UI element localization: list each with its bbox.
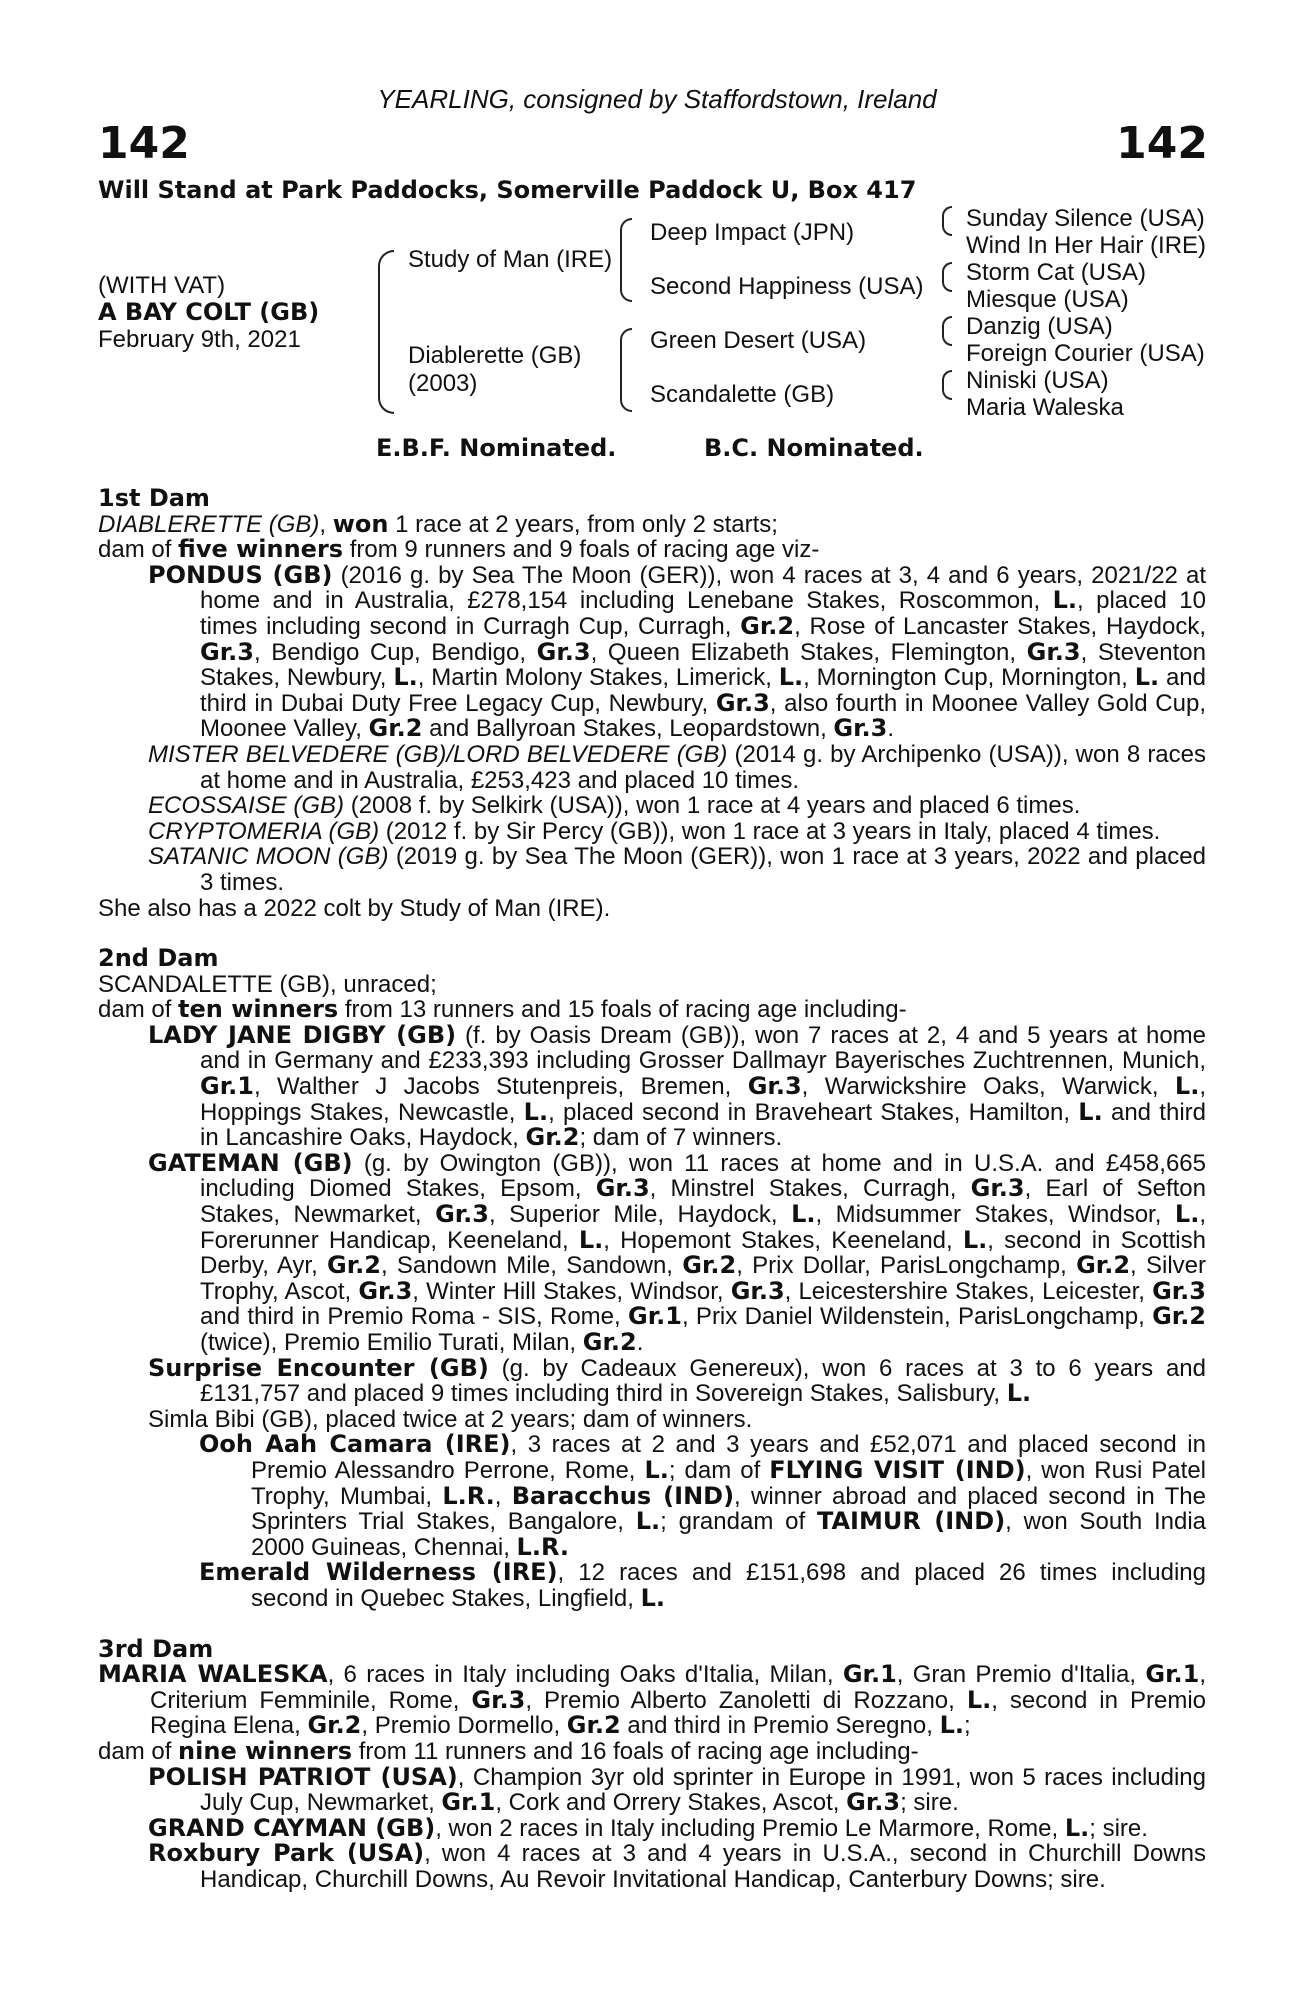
second-dam-name: SCANDALETTE (GB), unraced; [98,970,437,998]
third-dam-heading: 3rd Dam [98,1634,214,1663]
third-dam-dam-of: dam of nine winners from 11 runners and 16 foals of racing age including- [98,1736,919,1765]
pedigree-dam: Diablerette (GB) [408,342,582,369]
pedigree-sire: Study of Man (IRE) [408,246,613,273]
vat-note: (WITH VAT) [98,272,226,299]
pedigree-brace-g4 [942,370,952,400]
progeny-satanic-moon: SATANIC MOON (GB) (2019 g. by Sea The Moon (GER)), won 1 race at 3 years, 2022 and placed 3 times. [148,843,1206,896]
first-dam-dam-of: dam of five winners from 9 runners and 9 foals of racing age viz- [98,535,820,564]
pedigree-dam-year: (2003) [408,370,478,397]
progeny-roxbury-park: Roxbury Park (USA), won 4 races at 3 and 4 years in U.S.A., second in Churchill Downs Handicap, Churchill Downs, Au Revoir Invitational Handicap, Canterbury Downs; sire. [148,1839,1206,1893]
horse-dob: February 9th, 2021 [98,326,301,353]
progeny-mister-belvedere: MISTER BELVEDERE (GB)/LORD BELVEDERE (GB) (2014 g. by Archipenko (USA)), won 8 races at home and in Australia, £253,423 and placed 10 times. [148,740,1206,794]
pedigree-brace-g1 [942,206,952,236]
pedigree-brace-main [378,250,394,414]
horse-name: A BAY COLT (GB) [98,298,320,326]
pedigree-brace-dam [620,328,632,412]
progeny-ecossaise: ECOSSAISE (GB) (2008 f. by Selkirk (USA)), won 1 race at 4 years and placed 6 times. [148,792,1081,820]
produce-record [98,486,1206,1892]
lot-number-left: 142 [98,118,190,169]
catalogue-subtitle: YEARLING, consigned by Staffordstown, Ireland [377,84,937,114]
progeny-cryptomeria: CRYPTOMERIA (GB) (2012 f. by Sir Percy (GB)), won 1 race at 3 years in Italy, placed 4 times. [148,817,1161,845]
pedigree-sire-dam: Second Happiness (USA) [650,273,924,300]
pedigree-brace-g3 [942,316,952,346]
stand-location: Will Stand at Park Paddocks, Somerville Paddock U, Box 417 [98,176,917,204]
pedigree-dam-dam: Scandalette (GB) [650,381,835,408]
pedigree-sss: Sunday Silence (USA) [966,205,1205,232]
pedigree-brace-g2 [942,262,952,292]
pedigree-dss: Danzig (USA) [966,313,1113,340]
pedigree-sdd: Miesque (USA) [966,286,1129,313]
first-dam-name: DIABLERETTE (GB) [98,510,320,538]
progeny-surprise-encounter: Surprise Encounter (GB) (g. by Cadeaux Genereux), won 6 races at 3 to 6 years and £131,757 and placed 9 times including third in Sovereign Stakes, Salisbury, L. [148,1353,1207,1408]
progeny-ooh-aah-camara: Ooh Aah Camara (IRE), 3 races at 2 and 3 years and £52,071 and placed second in Premio Alessandro Perrone, Rome, L.; dam of FLYING VISIT (IND), won Rusi Patel Trophy, Mumbai, L.R., Baracchus (IND), winner abroad and placed second in The Sprinters Trial Stakes, Bangalore, L.; grandam of TAIMUR (IND), won South India 2000 Guineas, Chennai, L.R. [199,1430,1207,1561]
pedigree-dds: Niniski (USA) [966,367,1109,394]
pedigree-ssd: Wind In Her Hair (IRE) [966,232,1207,259]
second-dam-heading: 2nd Dam [98,944,219,973]
third-dam-record: MARIA WALESKA, 6 races in Italy including Oaks d'Italia, Milan, Gr.1, Gran Premio d'Italia, Gr.1, Criterium Femminile, Rome, Gr.3, Premio Alberto Zanoletti di Rozzano, L., second in Premio Regina Elena, Gr.2, Premio Dormello, Gr.2 and third in Premio Seregno, L.; [98,1660,1206,1740]
progeny-gateman: GATEMAN (GB) (g. by Owington (GB)), won 11 races at home and in U.S.A. and £458,665 including Diomed Stakes, Epsom, Gr.3, Minstrel Stakes, Curragh, Gr.3, Earl of Sefton Stakes, Newmarket, Gr.3, Superior Mile, Haydock, L., Midsummer Stakes, Windsor, L., Forerunner Handicap, Keeneland, L., Hopemont Stakes, Keeneland, L., second in Scottish Derby, Ayr, Gr.2, Sandown Mile, Sandown, Gr.2, Prix Dollar, ParisLongchamp, Gr.2, Silver Trophy, Ascot, Gr.3, Winter Hill Stakes, Windsor, Gr.3, Leicestershire Stakes, Leicester, Gr.3 and third in Premio Roma - SIS, Rome, Gr.1, Prix Daniel Wildenstein, ParisLongchamp, Gr.2 (twice), Premio Emilio Turati, Milan, Gr.2. [148,1148,1207,1356]
pedigree-dam-sire: Green Desert (USA) [650,327,867,354]
progeny-polish-patriot: POLISH PATRIOT (USA), Champion 3yr old sprinter in Europe in 1991, won 5 races including July Cup, Newmarket, Gr.1, Cork and Orrery Stakes, Ascot, Gr.3; sire. [148,1762,1207,1817]
progeny-grand-cayman: GRAND CAYMAN (GB), won 2 races in Italy including Premio Le Marmore, Rome, L.; sire. [148,1813,1148,1842]
progeny-pondus: PONDUS (GB) (2016 g. by Sea The Moon (GER)), won 4 races at 3, 4 and 6 years, 2021/22 at home and in Australia, £278,154 including Lenebane Stakes, Roscommon, L., placed 10 times including second in Curragh Cup, Curragh, Gr.2, Rose of Lancaster Stakes, Haydock, Gr.3, Bendigo Cup, Bendigo, Gr.3, Queen Elizabeth Stakes, Flemington, Gr.3, Steventon Stakes, Newbury, L., Martin Molony Stakes, Limerick, L., Mornington Cup, Mornington, L. and third in Dubai Duty Free Legacy Cup, Newbury, Gr.3, also fourth in Moonee Valley Gold Cup, Moonee Valley, Gr.2 and Ballyroan Stakes, Leopardstown, Gr.3. [148,560,1206,743]
bc-nominated: B.C. Nominated. [704,434,924,462]
pedigree-sds: Storm Cat (USA) [966,259,1147,286]
progeny-simla-bibi: Simla Bibi (GB), placed twice at 2 years; dam of winners. [148,1405,753,1433]
second-dam-dam-of: dam of ten winners from 13 runners and 15 foals of racing age including- [98,995,907,1024]
pedigree-brace-sire [620,218,632,302]
lot-number-right: 142 [1116,118,1208,169]
first-dam-record: DIABLERETTE (GB), won 1 race at 2 years, from only 2 starts; [98,509,778,538]
first-dam-also: She also has a 2022 colt by Study of Man (IRE). [98,894,611,922]
first-dam-heading: 1st Dam [98,484,210,512]
pedigree-ddd: Maria Waleska [966,394,1124,421]
progeny-emerald-wilderness: Emerald Wilderness (IRE), 12 races and £151,698 and placed 26 times including second in Quebec Stakes, Lingfield, L. [199,1558,1206,1612]
pedigree-sire-sire: Deep Impact (JPN) [650,219,855,246]
ebf-nominated: E.B.F. Nominated. [376,434,617,462]
progeny-lady-jane-digby: LADY JANE DIGBY (GB) (f. by Oasis Dream (GB)), won 7 races at 2, 4 and 5 years at home and in Germany and £233,393 including Grosser Dallmayr Bayerisches Zuchtrennen, Munich, Gr.1, Walther J Jacobs Stutenpreis, Bremen, Gr.3, Warwickshire Oaks, Warwick, L., Hoppings Stakes, Newcastle, L., placed second in Braveheart Stakes, Hamilton, L. and third in Lancashire Oaks, Haydock, Gr.2; dam of 7 winners. [148,1020,1207,1152]
pedigree-dsd: Foreign Courier (USA) [966,340,1205,367]
